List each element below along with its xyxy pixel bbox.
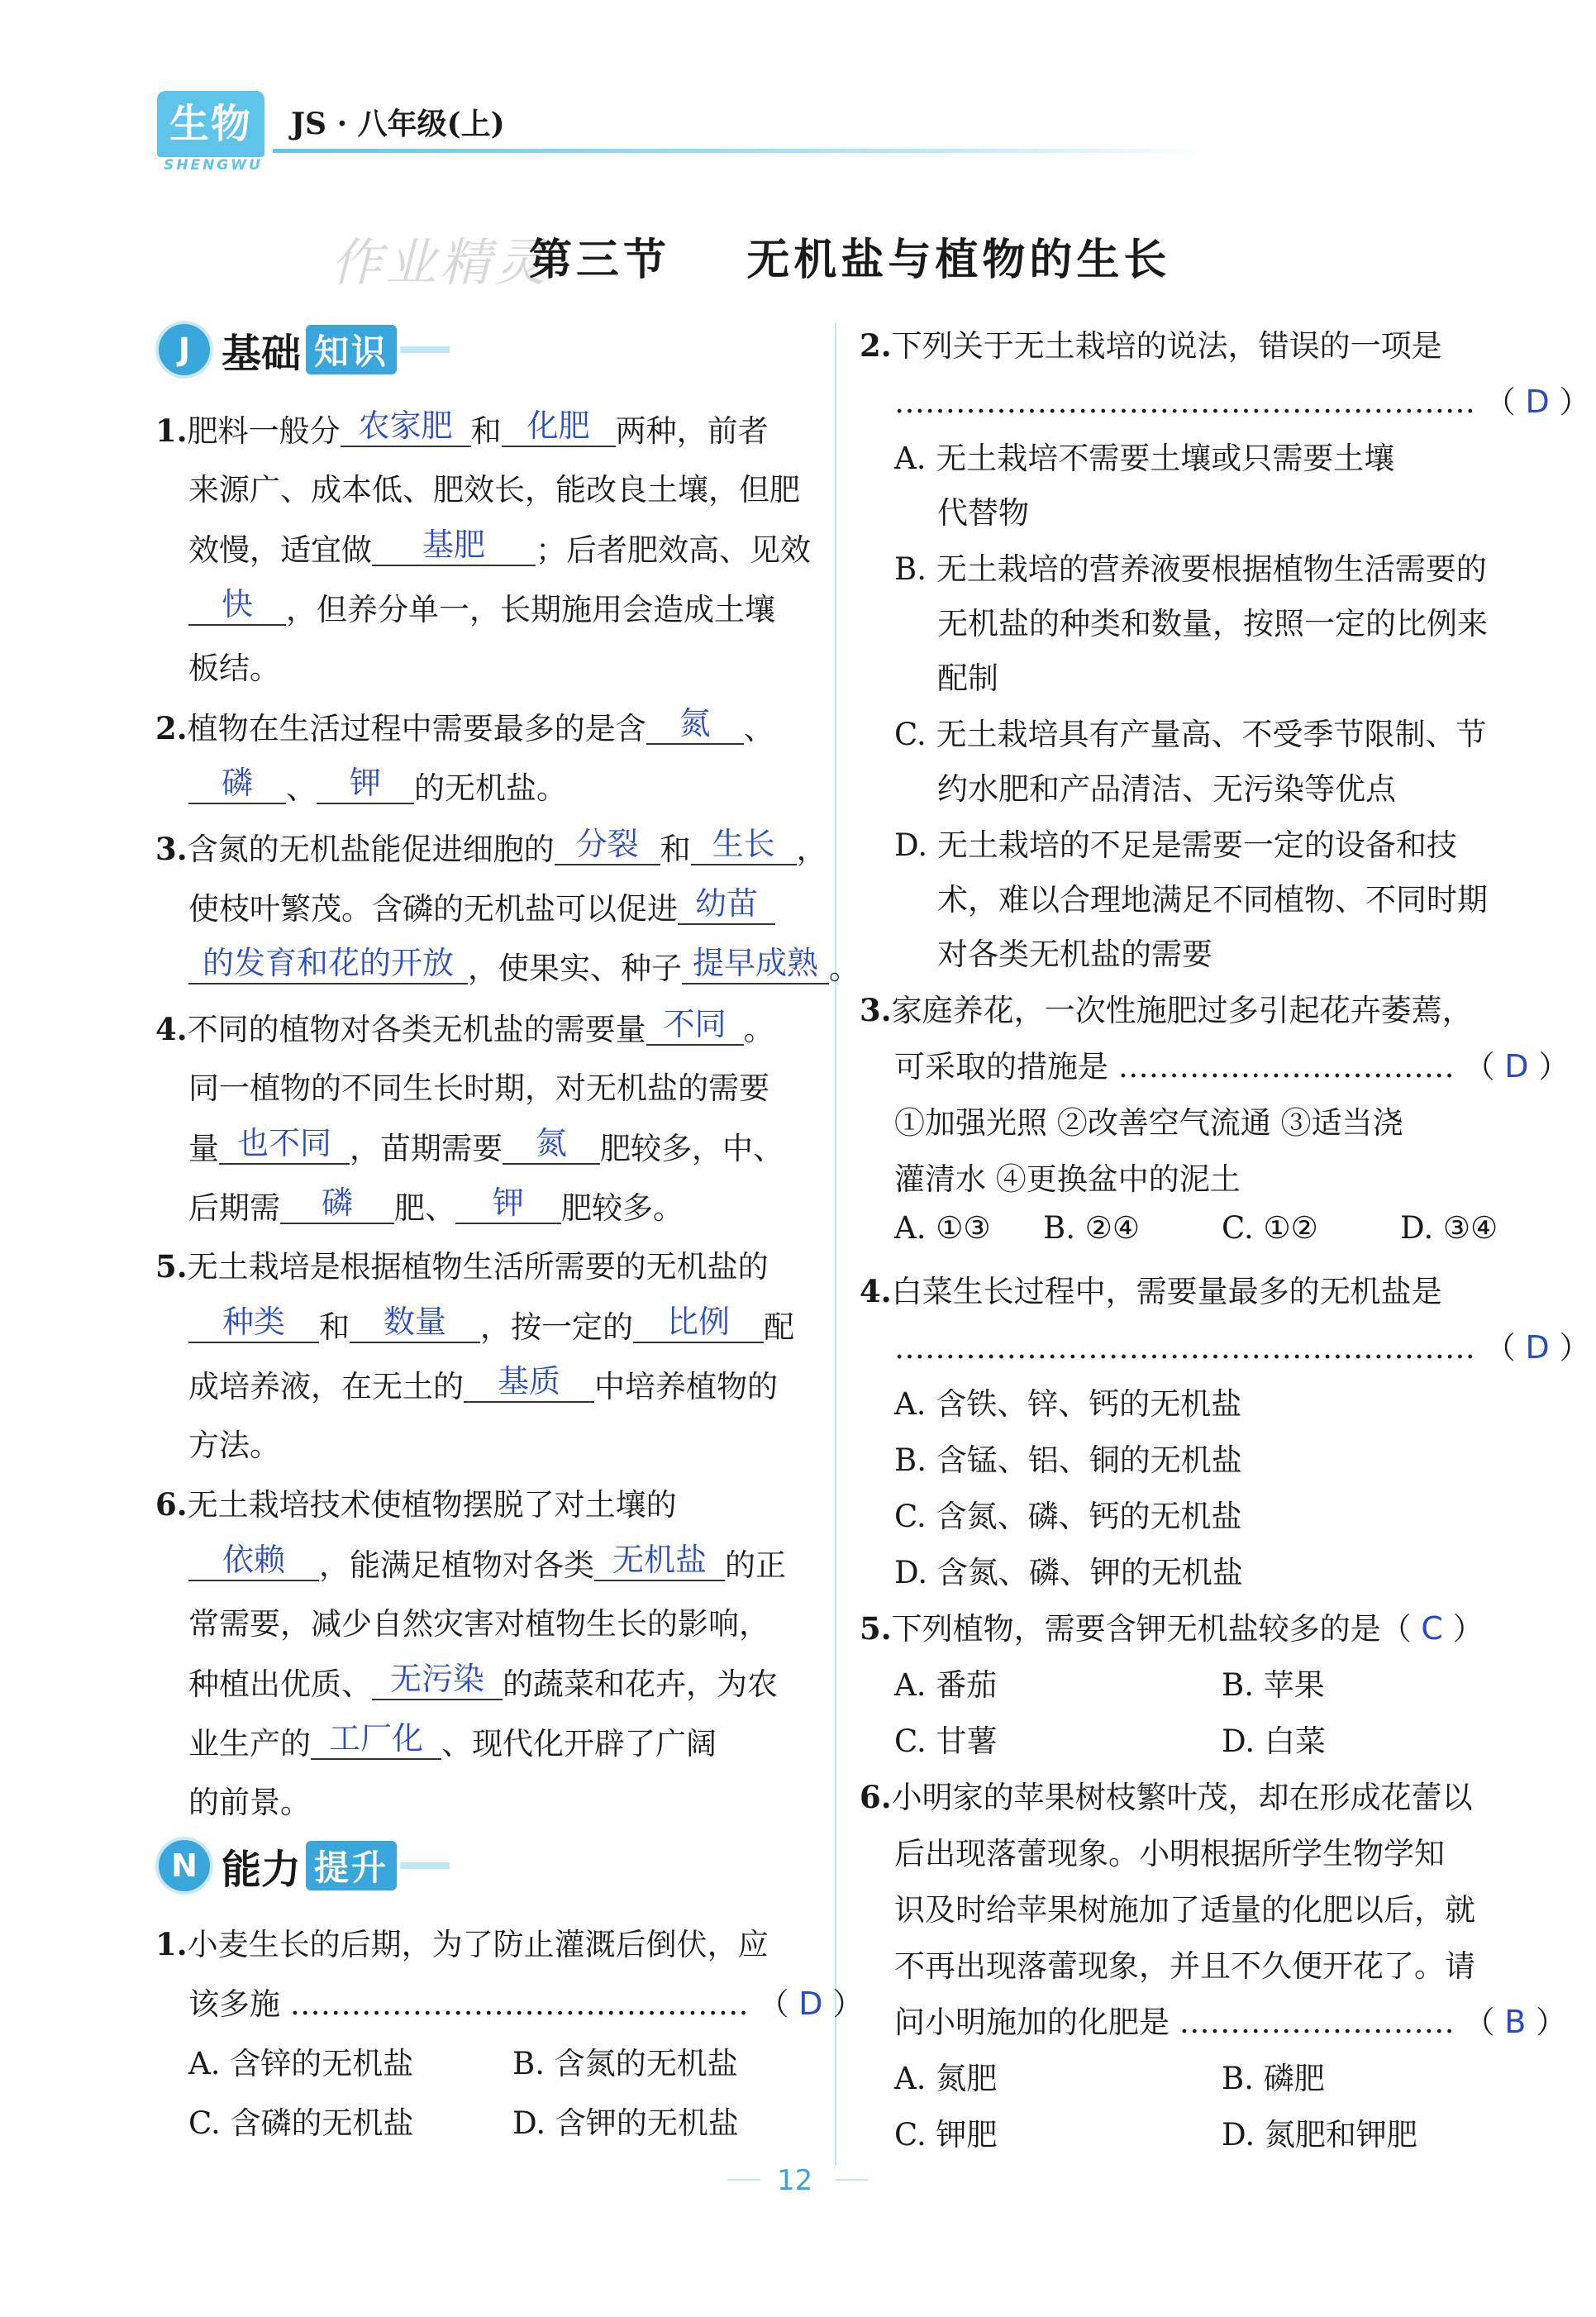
answer-blank: 工厂化	[311, 1713, 441, 1760]
option-b: B. 无土栽培的营养液要根据植物生活需要的	[894, 551, 1487, 587]
question-line: 4.不同的植物对各类无机盐的需要量 不同 。	[155, 1004, 774, 1051]
question-line: 3.含氮的无机盐能促进细胞的 分裂 和 生长 ，	[155, 823, 827, 870]
option-c: C. 无土栽培具有产量高、不受季节限制、节	[894, 717, 1487, 752]
banner-title-main: 基础	[222, 330, 302, 377]
option-b: B. 苹果	[1222, 1667, 1325, 1703]
subject-logo: 生物	[157, 91, 264, 157]
answer-blank: 不同	[646, 999, 744, 1046]
option-d-cont: 术，难以合理地满足不同植物、不同时期	[937, 882, 1488, 918]
banner-bar	[400, 346, 450, 353]
footer-dash-right	[835, 2179, 868, 2181]
grade-label: JS · 八年级(上)	[291, 107, 505, 141]
question-line: 2.下列关于无土栽培的说法，错误的一项是	[860, 327, 1442, 364]
question-line: 不再出现落蕾现象，并且不久便开花了。请	[894, 1948, 1475, 1984]
option-b: B. ②④	[1043, 1210, 1141, 1246]
answer-blank: 幼苗	[678, 878, 775, 925]
answer-blank: 基质	[464, 1356, 594, 1403]
question-line: 3.家庭养花，一次性施肥过多引起花卉萎蔫，	[860, 992, 1473, 1028]
option-d: D. 无土栽培的不足是需要一定的设备和技	[894, 827, 1457, 863]
option-b-cont: 配制	[937, 660, 998, 696]
basic-knowledge-banner	[155, 321, 450, 379]
option-b-cont: 无机盐的种类和数量，按照一定的比例来	[937, 606, 1488, 641]
question-line: 磷 、 钾 的无机盐。	[188, 762, 567, 809]
advance-badge-icon: N	[155, 1837, 213, 1895]
option-a: A. 含铁、锌、钙的无机盐	[894, 1386, 1242, 1422]
option-a: A. 氮肥	[894, 2061, 998, 2096]
answer-choice: D	[1525, 1329, 1550, 1366]
option-c: C. ①②	[1222, 1210, 1318, 1246]
answer-blank: 氮	[503, 1118, 600, 1165]
question-line: 业生产的 工厂化 、现代化开辟了广阔	[188, 1718, 717, 1765]
option-a: A. ①③	[894, 1210, 991, 1246]
question-line: 使枝叶繁茂。含磷的无机盐可以促进 幼苗	[188, 883, 775, 930]
option-d: D. ③④	[1400, 1210, 1498, 1246]
answer-blank: 依赖	[188, 1534, 319, 1581]
answer-blank: 无污染	[372, 1653, 503, 1700]
option-a: A. 含锌的无机盐	[188, 2046, 414, 2081]
option-c-cont: 约水肥和产品清洁、无污染等优点	[937, 771, 1396, 807]
question-line: 方法。	[188, 1428, 280, 1463]
question-line: 种植出优质、 无污染 的蔬菜和花卉，为农	[188, 1658, 778, 1705]
answer-blank: 钾	[317, 757, 414, 804]
option-a-cont: 代替物	[937, 495, 1029, 531]
question-line: 依赖 ，能满足植物对各类 无机盐 的正	[188, 1539, 786, 1586]
question-line: 问小明施加的化肥是 ……………………… （ B ）	[894, 2004, 1567, 2040]
answer-blank: 也不同	[219, 1118, 350, 1165]
answer-blank: 农家肥	[341, 400, 471, 447]
question-line: 1.肥料一般分 农家肥 和 化肥 两种，前者	[155, 405, 769, 452]
answer-blank: 生长	[691, 818, 797, 865]
question-line: 5.下列植物，需要含钾无机盐较多的是（ C ）	[860, 1610, 1484, 1647]
question-line: 后出现落蕾现象。小明根据所学生物学知	[894, 1836, 1445, 1871]
ability-improvement-banner	[155, 1837, 450, 1895]
answer-blank: 提早成熟	[682, 937, 829, 984]
question-line: 灌清水 ④更换盆中的泥土	[894, 1161, 1241, 1197]
question-line: 4.白菜生长过程中，需要量最多的无机盐是	[860, 1273, 1442, 1309]
banner-title-highlight: 提升	[306, 1841, 397, 1890]
answer-choice: D	[1504, 1048, 1529, 1085]
answer-blank: 钾	[455, 1177, 561, 1224]
option-b: B. 含氮的无机盐	[512, 2046, 738, 2081]
banner-title-main: 能力	[222, 1846, 302, 1893]
question-line: 可采取的措施是 …………………………… （ D ）	[894, 1048, 1570, 1085]
column-divider	[835, 322, 836, 2166]
header-rule	[273, 149, 1215, 153]
question-line: 6.无土栽培技术使植物摆脱了对土壤的	[155, 1486, 677, 1523]
banner-bar	[400, 1862, 450, 1869]
subject-logo-pinyin: SHENGWU	[164, 157, 263, 174]
page-number: 12	[777, 2164, 813, 2197]
option-c: C. 钾肥	[894, 2117, 998, 2153]
basic-badge-icon: J	[155, 321, 213, 379]
question-line: ①加强光照 ②改善空气流通 ③适当浇	[894, 1105, 1403, 1141]
question-line: 种类 和 数量 ，按一定的 比例 配	[188, 1301, 794, 1348]
answer-blank: 快	[188, 579, 286, 626]
question-line: 快 ，但养分单一，长期施用会造成土壤	[188, 584, 775, 631]
question-line: 该多施 ……………………………………… （ D ）	[188, 1986, 864, 2022]
watermark: 作业精灵	[331, 232, 550, 293]
banner-title-highlight: 知识	[306, 325, 397, 374]
footer-dash-left	[727, 2179, 760, 2181]
option-b: B. 磷肥	[1222, 2061, 1325, 2096]
question-line: ………………………………………………… （ D ）	[894, 384, 1590, 420]
option-c: C. 含氮、磷、钙的无机盐	[894, 1499, 1242, 1534]
question-line: 的发育和花的开放 ，使果实、种子 提早成熟 。	[188, 942, 860, 989]
option-a: A. 番茄	[894, 1667, 998, 1703]
answer-blank: 基肥	[372, 519, 536, 566]
answer-choice: B	[1504, 2004, 1527, 2040]
answer-blank: 分裂	[555, 818, 660, 865]
answer-blank: 数量	[350, 1296, 480, 1343]
answer-blank: 无机盐	[594, 1534, 725, 1581]
answer-blank: 磷	[280, 1177, 394, 1224]
question-line: 板结。	[188, 651, 280, 686]
question-line: 同一植物的不同生长时期，对无机盐的需要	[188, 1070, 769, 1106]
question-line: ………………………………………………… （ D ）	[894, 1329, 1590, 1366]
option-d: D. 氮肥和钾肥	[1222, 2117, 1417, 2153]
option-d: D. 白菜	[1222, 1723, 1326, 1759]
question-line: 识及时给苹果树施加了适量的化肥以后，就	[894, 1892, 1475, 1928]
answer-choice: C	[1421, 1610, 1443, 1647]
answer-blank: 种类	[188, 1296, 319, 1343]
answer-blank: 比例	[633, 1296, 764, 1343]
question-line: 1.小麦生长的后期，为了防止灌溉后倒伏，应	[155, 1926, 769, 1962]
question-line: 6.小明家的苹果树枝繁叶茂，却在形成花蕾以	[860, 1779, 1473, 1815]
option-d-cont: 对各类无机盐的需要	[937, 937, 1212, 972]
option-d: D. 含氮、磷、钾的无机盐	[894, 1555, 1243, 1590]
option-d: D. 含钾的无机盐	[512, 2105, 739, 2141]
answer-choice: D	[1525, 384, 1550, 420]
answer-blank: 化肥	[502, 400, 616, 447]
question-line: 量 也不同 ，苗期需要 氮 肥较多，中、	[188, 1123, 784, 1170]
option-c: C. 甘薯	[894, 1723, 998, 1759]
question-line: 成培养液，在无土的 基质 中培养植物的	[188, 1361, 778, 1408]
question-line: 2.植物在生活过程中需要最多的是含 氮 、	[155, 703, 774, 750]
option-b: B. 含锰、铝、铜的无机盐	[894, 1442, 1242, 1478]
question-line: 效慢，适宜做 基肥 ；后者肥效高、见效	[188, 524, 811, 571]
option-c: C. 含磷的无机盐	[188, 2105, 414, 2141]
question-line: 的前景。	[188, 1785, 311, 1820]
question-line: 5.无土栽培是根据植物生活所需要的无机盐的	[155, 1248, 769, 1285]
question-line: 常需要，减少自然灾害对植物生长的影响，	[188, 1606, 769, 1642]
section-title: 第三节 无机盐与植物的生长	[529, 236, 1171, 285]
question-line: 后期需 磷 肥、 钾 肥较多。	[188, 1182, 684, 1229]
answer-blank: 的发育和花的开放	[188, 937, 468, 984]
question-line: 来源广、成本低、肥效长，能改良土壤，但肥	[188, 472, 800, 508]
answer-blank: 磷	[188, 757, 286, 804]
answer-choice: D	[798, 1986, 823, 2022]
option-a: A. 无土栽培不需要土壤或只需要土壤	[894, 441, 1395, 476]
answer-blank: 氮	[646, 698, 744, 745]
